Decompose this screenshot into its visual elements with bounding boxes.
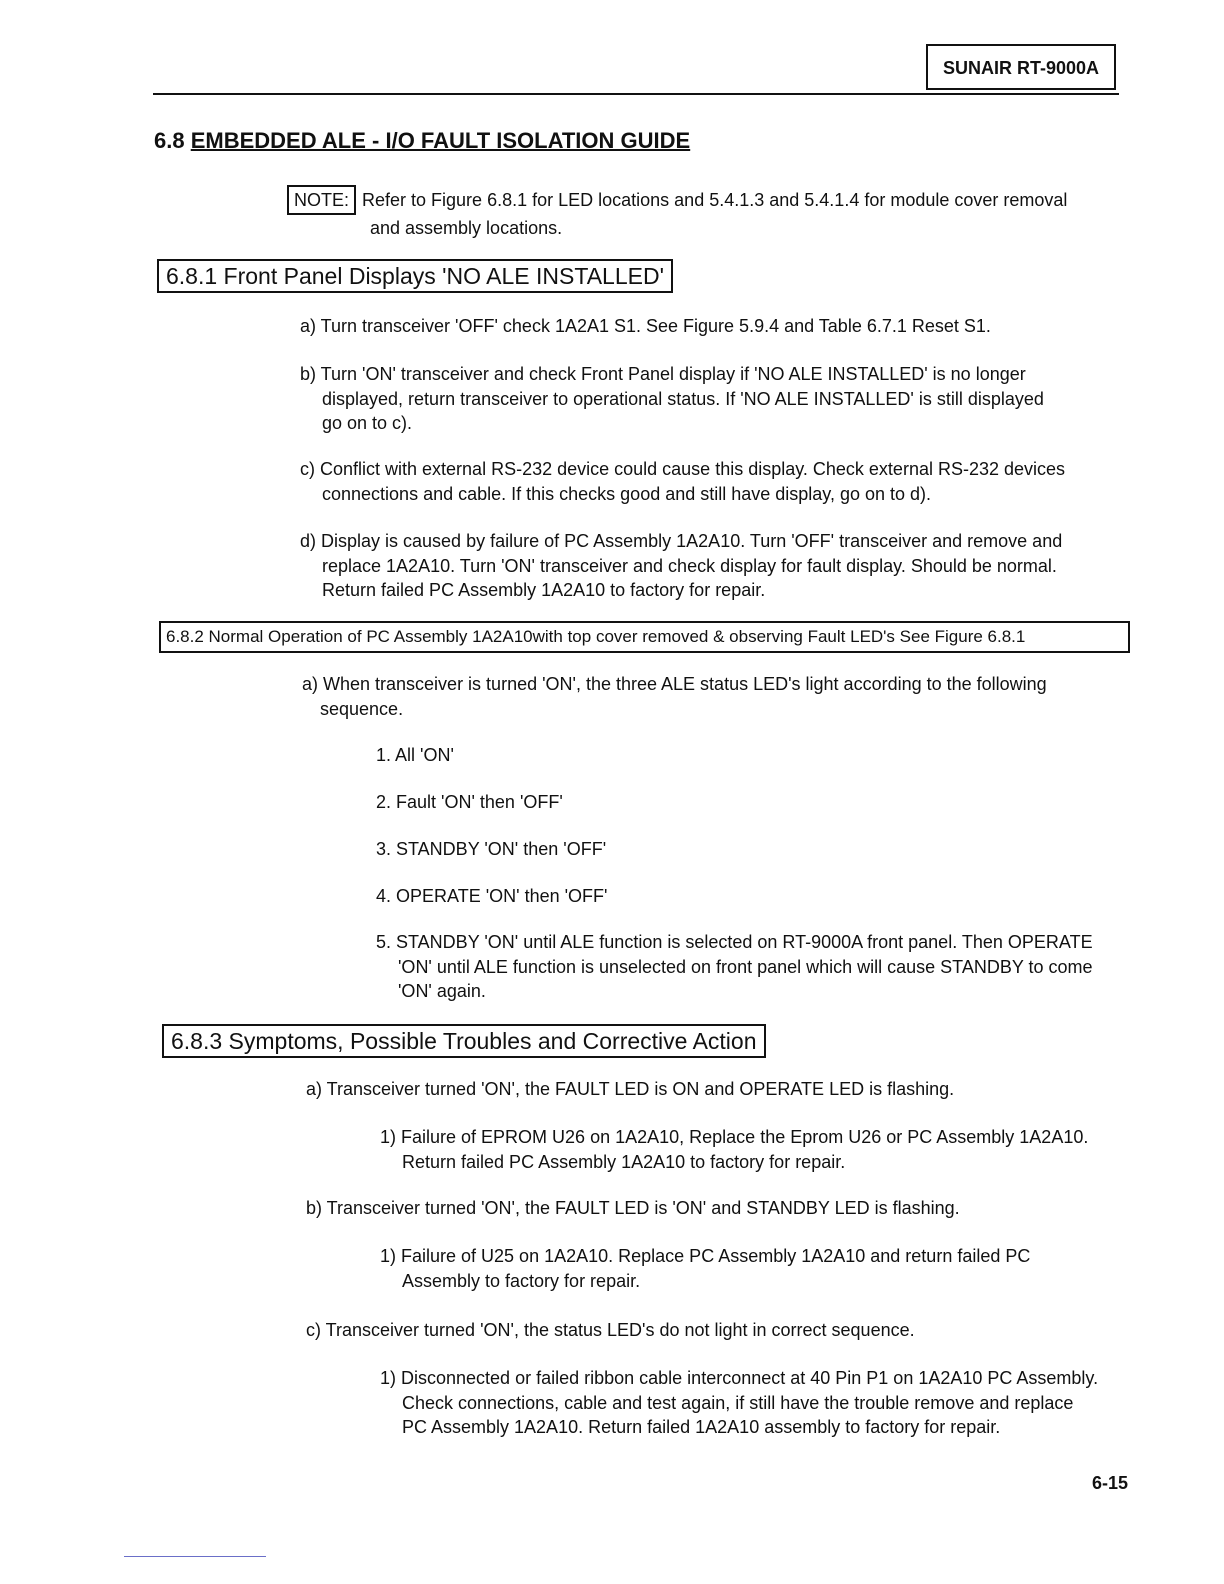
line: go on to c). xyxy=(322,413,413,433)
step-6-8-1-b xyxy=(300,362,1044,436)
line: d) Display is caused by failure of PC Assembly 1A2A10. Turn 'OFF' transceiver and remove and xyxy=(300,531,1063,551)
line: 1) Failure of U25 on 1A2A10. Replace PC Assembly 1A2A10 and return failed PC xyxy=(380,1246,1031,1266)
line: c) Transceiver turned 'ON', the status LED's do not light in correct sequence. xyxy=(306,1320,915,1340)
subsection-6-8-3-title: 6.8.3 Symptoms, Possible Troubles and Corrective Action xyxy=(162,1024,766,1058)
symptom-c-action-1 xyxy=(380,1366,1098,1440)
symptom-c xyxy=(306,1318,915,1343)
line: Assembly to factory for repair. xyxy=(402,1270,641,1291)
symptom-b-action-1 xyxy=(380,1244,1030,1293)
sequence-step-1 xyxy=(376,743,454,768)
line: 1. All 'ON' xyxy=(376,745,454,765)
step-6-8-1-c xyxy=(300,457,1065,506)
line: 1) Failure of EPROM U26 on 1A2A10, Replace the Eprom U26 or PC Assembly 1A2A10. xyxy=(380,1127,1089,1147)
line: 5. STANDBY 'ON' until ALE function is selected on RT-9000A front panel. Then OPERATE xyxy=(376,932,1093,952)
note-label: NOTE: xyxy=(287,185,356,215)
subsection-6-8-2-title: 6.8.2 Normal Operation of PC Assembly 1A2A10with top cover removed & observing Fault LED's See Figure 6.8.1 xyxy=(159,621,1130,653)
line: sequence. xyxy=(320,698,404,719)
line: Return failed PC Assembly 1A2A10 to factory for repair. xyxy=(322,580,766,600)
line: replace 1A2A10. Turn 'ON' transceiver and check display for fault display. Should be normal. xyxy=(322,555,1057,576)
step-6-8-2-a xyxy=(302,672,1047,721)
line: PC Assembly 1A2A10. Return failed 1A2A10 assembly to factory for repair. xyxy=(402,1417,1001,1437)
model-header-box: SUNAIR RT-9000A xyxy=(926,44,1116,90)
step-6-8-1-d xyxy=(300,529,1062,603)
symptom-a-action-1 xyxy=(380,1125,1088,1174)
line: 1) Disconnected or failed ribbon cable interconnect at 40 Pin P1 on 1A2A10 PC Assembly. xyxy=(380,1368,1099,1388)
line: 'ON' again. xyxy=(398,981,486,1001)
line: 'ON' until ALE function is unselected on front panel which will cause STANDBY to come xyxy=(398,956,1093,977)
section-heading: EMBEDDED ALE - I/O FAULT ISOLATION GUIDE xyxy=(190,128,691,153)
sequence-step-4 xyxy=(376,884,607,909)
line: Check connections, cable and test again, if still have the trouble remove and replace xyxy=(402,1392,1074,1413)
line: b) Transceiver turned 'ON', the FAULT LED is 'ON' and STANDBY LED is flashing. xyxy=(306,1198,960,1218)
line: a) When transceiver is turned 'ON', the three ALE status LED's light according to the following xyxy=(302,674,1047,694)
line: Return failed PC Assembly 1A2A10 to factory for repair. xyxy=(402,1151,846,1172)
section-number: 6.8 xyxy=(154,128,185,153)
subsection-6-8-1-title: 6.8.1 Front Panel Displays 'NO ALE INSTALLED' xyxy=(157,259,673,293)
page-number: 6-15 xyxy=(1092,1473,1129,1493)
note-line-1 xyxy=(287,185,1127,215)
line: connections and cable. If this checks good and still have display, go on to d). xyxy=(322,483,932,504)
line: displayed, return transceiver to operational status. If 'NO ALE INSTALLED' is still displayed xyxy=(322,388,1044,409)
line: b) Turn 'ON' transceiver and check Front Panel display if 'NO ALE INSTALLED' is no longer xyxy=(300,364,1026,384)
section-title xyxy=(154,128,690,154)
sequence-step-2 xyxy=(376,790,563,815)
note xyxy=(287,185,1127,241)
note-text-2: and assembly locations. xyxy=(370,218,563,238)
note-text-1: Refer to Figure 6.8.1 for LED locations and 5.4.1.3 and 5.4.1.4 for module cover removal xyxy=(362,190,1068,210)
footer-mark xyxy=(124,1556,266,1557)
symptom-a xyxy=(306,1077,954,1102)
line: 4. OPERATE 'ON' then 'OFF' xyxy=(376,886,608,906)
step-6-8-1-a xyxy=(300,314,991,339)
line: c) Conflict with external RS-232 device could cause this display. Check external RS-232 devices xyxy=(300,459,1066,479)
header-rule xyxy=(153,93,1119,95)
line: 3. STANDBY 'ON' then 'OFF' xyxy=(376,839,607,859)
sequence-step-3 xyxy=(376,837,606,862)
line: a) Transceiver turned 'ON', the FAULT LED is ON and OPERATE LED is flashing. xyxy=(306,1079,955,1099)
sequence-step-5 xyxy=(376,930,1093,1004)
symptom-b xyxy=(306,1196,960,1221)
line: a) Turn transceiver 'OFF' check 1A2A1 S1. See Figure 5.9.4 and Table 6.7.1 Reset S1. xyxy=(300,316,991,336)
line: 2. Fault 'ON' then 'OFF' xyxy=(376,792,563,812)
